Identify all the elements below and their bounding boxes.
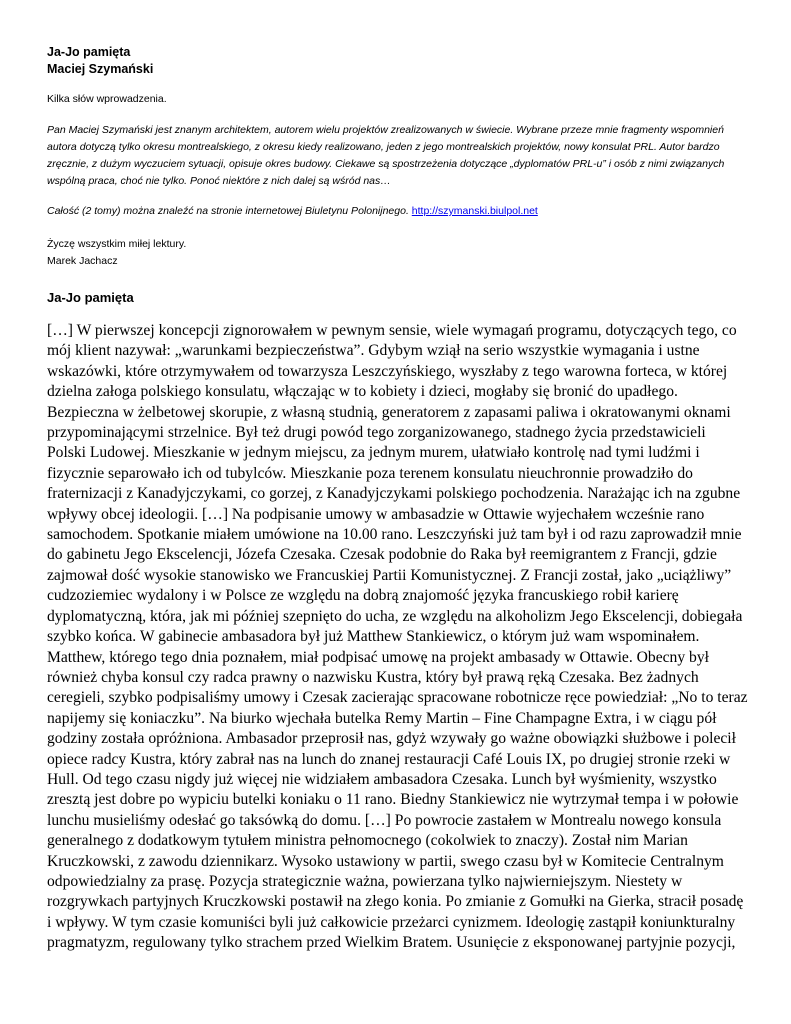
document-page [47, 44, 748, 954]
wishes-block [47, 236, 745, 270]
wishes-line: Życzę wszystkim miłej lektury. [47, 238, 187, 250]
body-line: lunchu musieliśmy odesłać go taksówką do domu. […] Po powrocie zastałem w Montrealu nowego konsula [47, 811, 722, 829]
body-line: fraternizacji z Kanadyjczykami, co gorzej, z Kanadyjczykami polskiego pochodzenia. Narażając ich na zgubne [47, 485, 741, 503]
body-line: przypominającymi strzelnice. Był też drugi powód tego zorganizowanego, stadnego życia przedstawicieli [47, 424, 706, 442]
whole-work-note [47, 203, 745, 220]
section-title: Ja-Jo pamięta [47, 290, 134, 305]
body-line: generalnego z dodatkowym tytułem ministra pełnomocnego (cokolwiek to znaczy). Został nim Marian [47, 832, 688, 850]
body-line: do gabinetu Jego Ekscelencji, Józefa Czesaka. Czesak podobnie do Raka był reemigrantem z Francji, gdzie [47, 546, 717, 564]
body-line: cudzoziemiec wydalony i w Polsce ze względu na dobrą znajomość języka francuskiego robił karierę [47, 587, 679, 605]
document-author: Maciej Szymański [47, 62, 154, 76]
body-line: wpływy obcej ideologii. […] Na podpisanie umowy w ambasadzie w Ottawie wyjechałem wcześnie rano [47, 505, 705, 523]
body-line: Hull. Od tego czasu nigdy już więcej nie widziałem ambasadora Czesaka. Lunch był wyśmienity, wszystko [47, 770, 717, 788]
body-line: samochodem. Spotkanie miałem umówione na 10.00 rano. Leszczyński już tam był i od razu zaprowadził mnie [47, 526, 742, 544]
body-line: dzielna załoga polskiego konsulatu, włączając w to kobiety i dzieci, mogłaby się bronić do upadłego. [47, 383, 678, 401]
description-paragraph: Pan Maciej Szymański jest znanym architektem, autorem wielu projektów zrealizowanych w świecie. Wybrane przeze mnie fragmenty wspomnień autora dotyczą tylko okresu montrealskiego, z okresu kiedy realizowano, jeden z jego montrealskich projektów, nowy konsulat PRL. Autor bardzo zręcznie, z dużym wyczuciem sytuacji, opisuje okres budowy. Ciekawe są spostrzeżenia dotyczące „dyplomatów PRL-u” i osób z nimi związanych wspólną praca, choć nie tylko. Ponoć niektóre z nich dalej są wśród nas… [47, 124, 725, 187]
signature: Marek Jachacz [47, 255, 118, 267]
intro-line: Kilka słów wprowadzenia. [47, 93, 167, 105]
body-line: godziny została opróżniona. Ambasador przeprosił nas, gdyż wzywały go ważne obowiązki służbowe i polecił [47, 730, 736, 748]
body-line: dyplomatyczną, która, jak mi później szepnięto do ucha, ze względu na alkoholizm Jego Ekscelencji, dobiegała [47, 607, 743, 625]
body-line: zresztą jest dobre po wypiciu butelki koniaku o 11 rano. Biedny Stankiewicz nie wytrzymał tempa i w połowie [47, 791, 739, 809]
body-line: opiece radcy Kustra, który zabrał nas na lunch do znanej restauracji Café Louis IX, po drugiej stronie rzeki w [47, 750, 731, 768]
body-line: […] W pierwszej koncepcji zignorowałem w pewnym sensie, wiele wymagań programu, dotyczących tego, co [47, 322, 737, 339]
body-line: również chyba konsul czy radca prawny o nazwisku Kustra, który był prawą ręką Czesaka. Bez żadnych [47, 668, 699, 686]
body-line: Matthew, którego tego dnia poznałem, miał podpisać umowę na projekt ambasady w Ottawie. Obecny był [47, 648, 709, 666]
body-line: mój klient nazywał: „warunkami bezpieczeństwa”. Gdybym wziął na serio wszystkie wymagania i ustne [47, 342, 700, 360]
whole-work-text: Całość (2 tomy) można znaleźć na stronie internetowej Biuletynu Polonijnego. [47, 205, 409, 217]
biuletyn-link[interactable]: http://szymanski.biulpol.net [411, 205, 538, 217]
body-line: Bezpieczna w żelbetowej skorupie, z własną studnią, generatorem z zapasami paliwa i okratowanymi oknami [47, 403, 731, 421]
memoir-body-text [47, 321, 748, 954]
body-line: Kruczkowski, z zawodu dziennikarz. Wysoko ustawiony w partii, swego czasu był w Komitecie Centralnym [47, 852, 724, 870]
body-line: pragmatyzm, regulowany tylko strachem przed Wielkim Bratem. Usunięcie z eksponowanej partyjnie pozycji, [47, 934, 736, 952]
body-line: rozgrywkach partyjnych Kruczkowski postawił na złego konia. Po zmianie z Gomułki na Gierka, stracił posadę [47, 893, 744, 911]
body-line: ceregieli, szybko podpisaliśmy umowy i Czesak zacierając spracowane robotnicze ręce powiedział: „No to teraz [47, 689, 748, 707]
document-header [47, 44, 745, 78]
body-line: i wpływy. W tym czasie komuniści byli już całkowicie przeżarci cynizmem. Ideologię zastąpił koniunkturalny [47, 913, 736, 931]
document-title: Ja-Jo pamięta [47, 45, 131, 59]
body-line: Polski Ludowej. Mieszkanie w jednym miejscu, za jednym murem, ułatwiało kontrolę nad tymi ludźmi i [47, 444, 700, 462]
body-line: napijemy się koniaczku”. Na biurko wjechała butelka Remy Martin – Fine Champagne Extra, i w ciągu pół [47, 709, 717, 727]
body-line: wskazówki, które otrzymywałem od towarzysza Leszczyńskiego, wyszłaby z tego warowna forteca, w której [47, 362, 728, 380]
body-line: fizycznie separowało ich od tubylców. Mieszkanie poza terenem konsulatu nieuchronnie prowadziło do [47, 464, 693, 482]
body-line: zajmował dość wysokie stanowisko we Francuskiej Partii Komunistycznej. Z Francji został, jako „uciążliwy” [47, 566, 732, 584]
body-line: szybko końca. W gabinecie ambasadora był już Matthew Stankiewicz, o którym już wam wspominałem. [47, 628, 700, 646]
body-line: odpowiedzialny za prasę. Pozycja strategicznie ważna, powierzana tylko najwierniejszym. Niestety w [47, 872, 683, 890]
